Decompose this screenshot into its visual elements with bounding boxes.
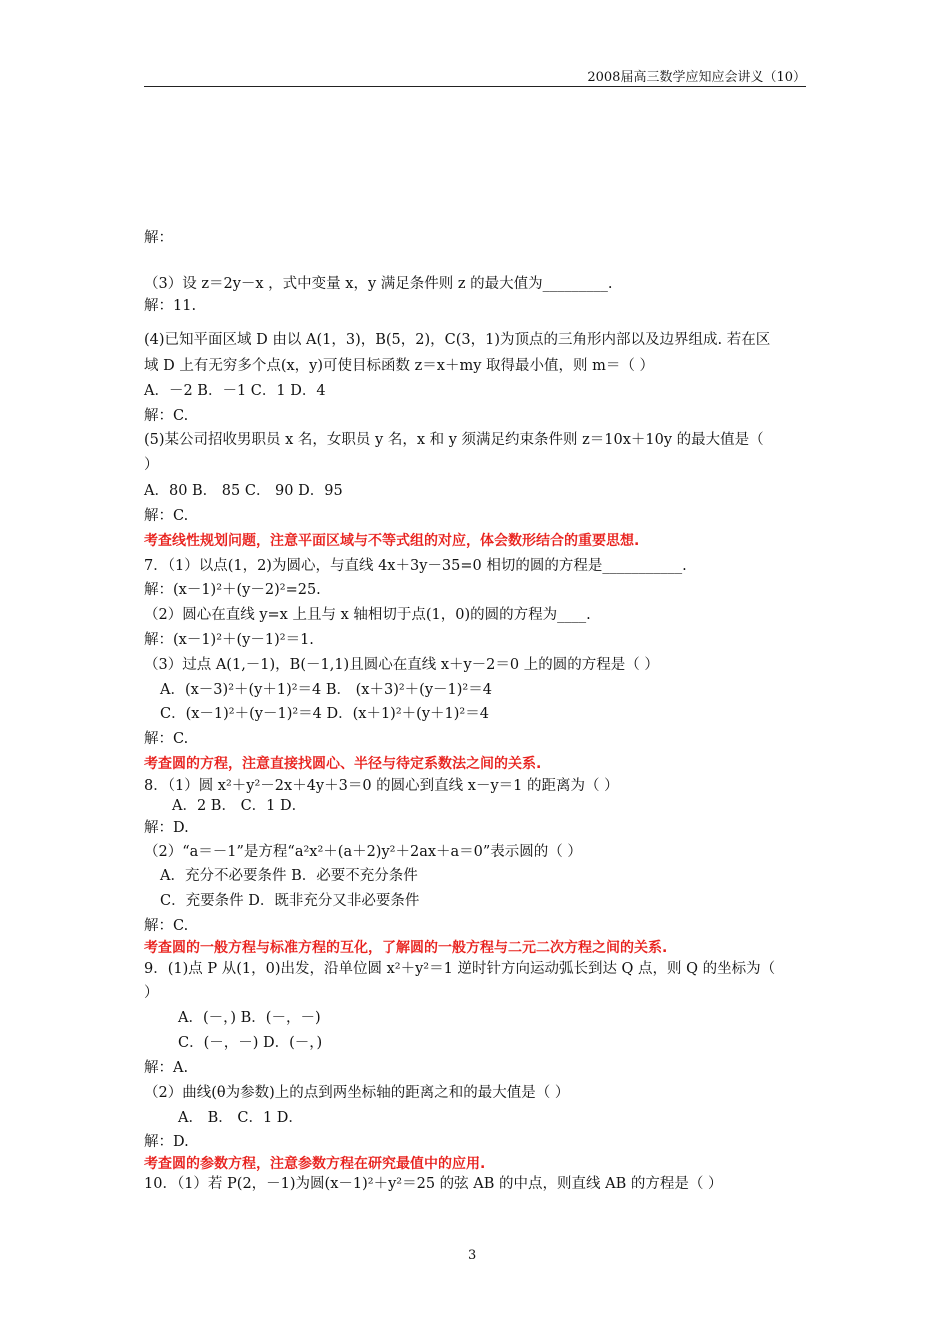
text-line: A．－2 B．－1 C．1 D．4 bbox=[144, 383, 326, 399]
text-line: （2）圆心在直线 y=x 上且与 x 轴相切于点(1，0)的圆的方程为____. bbox=[144, 607, 591, 623]
option-line: A．(－，) B．(－，－) bbox=[178, 1010, 321, 1026]
option-line: C．充要条件 D．既非充分又非必要条件 bbox=[160, 893, 420, 909]
text-line: 解：A. bbox=[144, 1060, 189, 1076]
text-line: 解：C. bbox=[144, 508, 189, 524]
text-line: （3）过点 A(1,－1)，B(－1,1)且圆心在直线 x＋y－2＝0 上的圆的方程是（ ） bbox=[144, 657, 659, 673]
text-line: 解：C. bbox=[144, 731, 189, 747]
text-line: 解：(x－1)²＋(y－1)²＝1. bbox=[144, 632, 314, 648]
header-title: 2008届高三数学应知应会讲义（10） bbox=[587, 70, 806, 85]
option-line: A．充分不必要条件 B．必要不充分条件 bbox=[160, 868, 418, 884]
text-line: （2）曲线(θ为参数)上的点到两坐标轴的距离之和的最大值是（ ） bbox=[144, 1085, 570, 1101]
text-line: 解：D. bbox=[144, 820, 189, 836]
text-line: 解：11. bbox=[144, 298, 197, 314]
text-line: 解：C. bbox=[144, 408, 189, 424]
text-line: 10．（1）若 P(2，－1)为圆(x－1)²＋y²＝25 的弦 AB 的中点，则直线 AB 的方程是（ ） bbox=[144, 1176, 723, 1192]
text-line: 域 D 上有无穷多个点(x，y)可使目标函数 z＝x＋my 取得最小值，则 m＝（ ） bbox=[144, 358, 654, 374]
page-header bbox=[144, 62, 806, 87]
text-line: (4)已知平面区域 D 由以 A(1，3)，B(5，2)，C(3，1)为顶点的三角形内部以及边界组成. 若在区 bbox=[144, 332, 771, 348]
option-line: C．(x－1)²＋(y－1)²＝4 D．(x＋1)²＋(y＋1)²＝4 bbox=[160, 706, 489, 722]
text-line: （3）设 z＝2y－x ，式中变量 x，y 满足条件则 z 的最大值为_________. bbox=[144, 276, 613, 292]
text-line: (5)某公司招收男职员 x 名，女职员 y 名，x 和 y 须满足约束条件则 z＝10x＋10y 的最大值是（ bbox=[144, 432, 764, 448]
text-line: ） bbox=[144, 457, 159, 473]
text-line: 解： bbox=[144, 230, 173, 246]
highlight-note: 考查圆的方程，注意直接找圆心、半径与待定系数法之间的关系. bbox=[144, 756, 542, 772]
option-line: A．2 B． C．1 D． bbox=[172, 798, 307, 814]
highlight-note: 考查圆的一般方程与标准方程的互化，了解圆的一般方程与二元二次方程之间的关系. bbox=[144, 940, 668, 956]
option-line: C．(－，－) D．(－，) bbox=[178, 1035, 323, 1051]
text-line: A．80 B． 85 C． 90 D．95 bbox=[144, 483, 343, 499]
text-line: （2）“a＝－1”是方程“a²x²＋(a＋2)y²＋2ax＋a＝0”表示圆的（ ） bbox=[144, 844, 582, 860]
text-line: 8．（1）圆 x²＋y²－2x＋4y＋3＝0 的圆心到直线 x－y＝1 的距离为（ ） bbox=[144, 778, 619, 794]
option-line: A． B． C．1 D． bbox=[178, 1110, 303, 1126]
text-line: ） bbox=[144, 985, 159, 1001]
option-line: A．(x－3)²＋(y＋1)²＝4 B． (x＋3)²＋(y－1)²＝4 bbox=[160, 682, 492, 698]
text-line: 解：D. bbox=[144, 1134, 189, 1150]
page-number: 3 bbox=[468, 1248, 477, 1263]
text-line: 9．(1)点 P 从(1，0)出发，沿单位圆 x²＋y²＝1 逆时针方向运动弧长到达 Q 点，则 Q 的坐标为（ bbox=[144, 961, 776, 977]
text-line: 解：C. bbox=[144, 918, 189, 934]
highlight-note: 考查线性规划问题，注意平面区域与不等式组的对应，体会数形结合的重要思想. bbox=[144, 533, 640, 549]
text-line: 解：(x－1)²＋(y－2)²=25. bbox=[144, 582, 321, 598]
highlight-note: 考查圆的参数方程，注意参数方程在研究最值中的应用. bbox=[144, 1156, 486, 1172]
text-line: 7．（1）以点(1，2)为圆心，与直线 4x＋3y－35=0 相切的圆的方程是___________. bbox=[144, 558, 687, 574]
